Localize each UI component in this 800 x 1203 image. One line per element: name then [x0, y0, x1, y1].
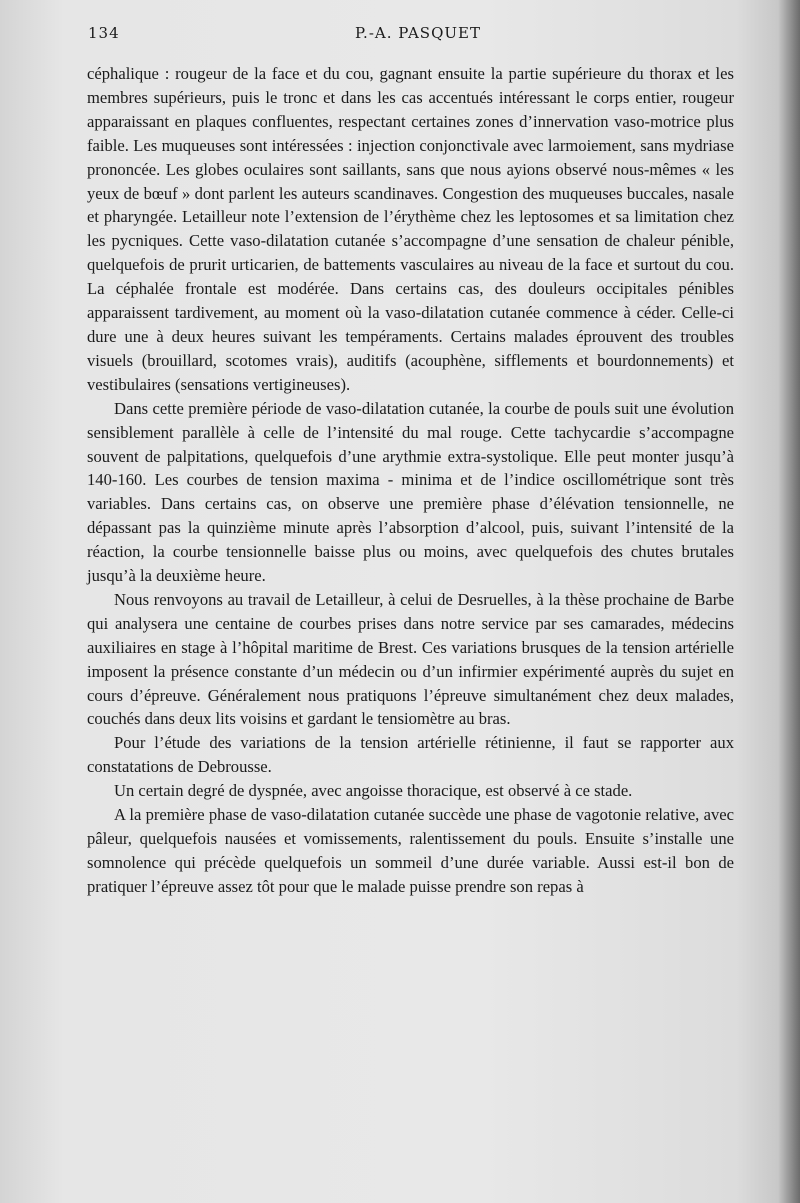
paragraph-3: Nous renvoyons au travail de Letailleur, à celui de Desruelles, à la thèse prochaine de Barbe qui analysera une centaine de courbes prises dans notre service par ses camarades, médecins auxiliaires en stage à l’hôpital maritime de Brest. Ces variations brusques de la tension artérielle imposent la présence constante d’un médecin ou d’un infirmier expérimenté auprès du sujet en cours d’épreuve. Généralement nous pratiquons l’épreuve simultanément chez deux malades, couchés dans deux lits voisins et gardant le tensiomètre au bras. — [87, 589, 734, 729]
body-text — [87, 62, 734, 899]
paragraph-1: céphalique : rougeur de la face et du cou, gagnant ensuite la partie supérieure du thorax et les membres supérieurs, puis le tronc et dans les cas accentués intéressant le corps entier, rougeur apparaissant en plaques confluentes, respectant certaines zones d’innervation vaso-motrice plus faible. Les muqueuses sont intéressées : injection conjonctivale avec larmoiement, sans mydriase prononcée. Les globes oculaires sont saillants, sans que nous ayions observé nous-mêmes « les yeux de bœuf » dont parlent les auteurs scandinaves. Congestion des muqueuses buccales, nasale et pharyngée. Letailleur note l’extension de l’érythème chez les leptosomes et sa limitation chez les pycniques. Cette vaso-dilatation cutanée s’accompagne d’une sensation de chaleur pénible, quelquefois de prurit urticarien, de battements vasculaires au niveau de la face et surtout du cou. La céphalée frontale est modérée. Dans certains cas, des douleurs occipitales pénibles apparaissent tardivement, au moment où la vaso-dilatation cutanée commence à céder. Celle-ci dure une à deux heures suivant les tempéraments. Certains malades éprouvent des troubles visuels (brouillard, scotomes vrais), auditifs (acouphène, sifflements et bourdonnements) et vestibulaires (sensations vertigineuses). — [87, 64, 734, 394]
paragraph-6: A la première phase de vaso-dilatation cutanée succède une phase de vagotonie relative, avec pâleur, quelquefois nausées et vomissements, ralentissement du pouls. Ensuite s’installe une somnolence qui précède quelquefois un sommeil d’une durée variable. Aussi est-il bon de pratiquer l’épreuve assez tôt pour que le malade puisse prendre son repas à — [87, 805, 734, 896]
page-edge-shadow — [778, 0, 800, 1203]
page-header — [88, 24, 748, 48]
running-head: P.-A. PASQUET — [355, 24, 481, 42]
paragraph-5: Un certain degré de dyspnée, avec angoisse thoracique, est observé à ce stade. — [114, 781, 633, 801]
paragraph-4: Pour l’étude des variations de la tension artérielle rétinienne, il faut se rapporter aux constatations de Debrousse. — [87, 733, 734, 777]
page-number: 134 — [88, 24, 120, 42]
paragraph-2: Dans cette première période de vaso-dilatation cutanée, la courbe de pouls suit une évolution sensiblement parallèle à celle de l’intensité du mal rouge. Cette tachycardie s’accompagne souvent de palpitations, quelquefois d’une arythmie extra-systolique. Elle peut monter jusqu’à 140-160. Les courbes de tension maxima - minima et de l’indice oscillométrique sont très variables. Dans certains cas, on observe une première phase d’élévation tensionnelle, ne dépassant pas la quinzième minute après l’absorption d’alcool, puis, suivant l’intensité de la réaction, la courbe tensionnelle baisse plus ou moins, avec quelquefois des chutes brutales jusqu’à la deuxième heure. — [87, 398, 734, 586]
